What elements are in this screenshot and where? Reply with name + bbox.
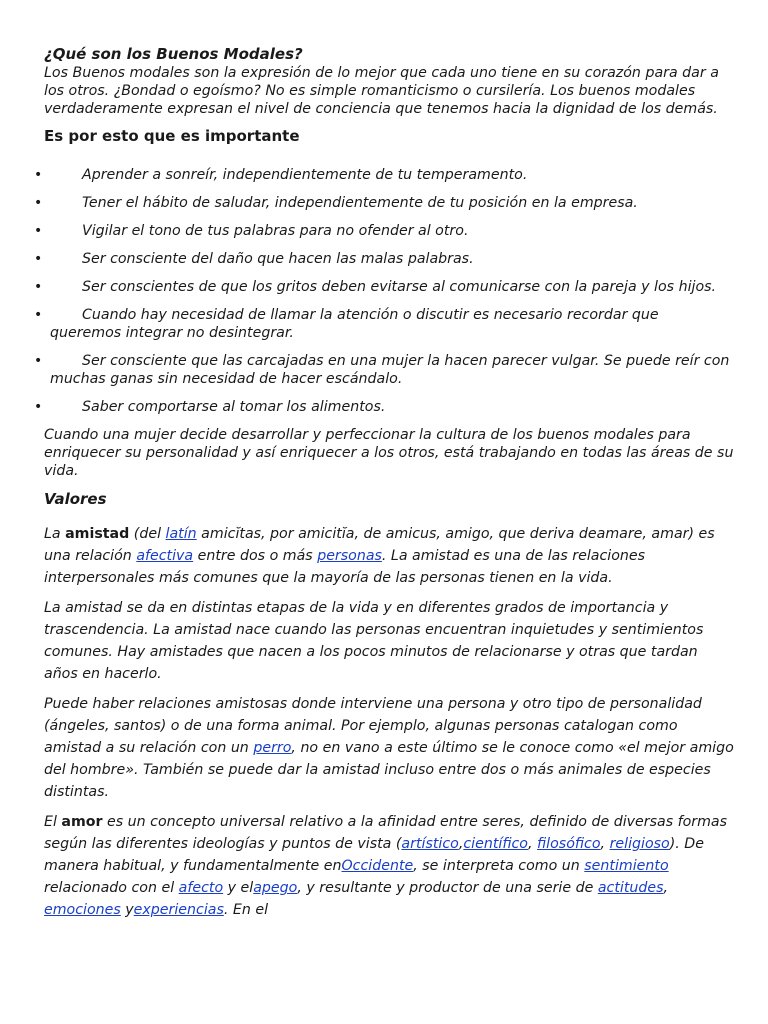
term-amor: amor [61,814,103,830]
bullet-icon: • [34,353,43,369]
link-experiencias[interactable]: experiencias [133,902,224,918]
bullet-icon: • [34,195,43,211]
subheading: Es por esto que es importante [44,127,300,145]
values-heading: Valores [44,490,107,508]
link-religioso[interactable]: religioso [609,836,670,852]
list-item: • Ser consciente que las carcajadas en una mujer la hacen parecer vulgar. Se puede reír con muchas ganas sin necesidad de hacer escándalo. [34,353,730,387]
link-filosofico[interactable]: filosófico [537,836,601,852]
bullet-list [36,166,734,416]
amistad-paragraph-2: La amistad se da en distintas etapas de la vida y en diferentes grados de importancia y trascendencia. La amistad nace cuando las personas encuentran inquietudes y sentimientos comunes. Hay amistades que nacen a los pocos minutos de relacionarse y otras que tardan años en hacerlo. [44,600,704,682]
intro-paragraph: Los Buenos modales son la expresión de lo mejor que cada uno tiene en su corazón para dar a los otros. ¿Bondad o egoísmo? No es simple romanticismo o cursilería. Los buenos modales verdaderamente expresan el nivel de conciencia que tenemos hacia la dignidad de los demás. [44,65,719,117]
term-amistad: amistad [65,526,130,542]
list-item: • Ser conscientes de que los gritos deben evitarse al comunicarse con la pareja y los hijos. [34,279,717,295]
link-artistico[interactable]: artístico [401,836,459,852]
list-item: • Saber comportarse al tomar los alimentos. [34,399,386,415]
amistad-paragraph: La amistad (del latín amicĭtas, por amicitĭa, de amicus, amigo, que deriva deamare, amar) es una relación afectiva entre dos o más personas. La amistad es una de las relaciones interpersonales más comunes que la mayoría de las personas tienen en la vida. [44,526,715,586]
bullet-icon: • [34,251,43,267]
bullet-icon: • [34,223,43,239]
bullet-icon: • [34,279,43,295]
link-personas[interactable]: personas [317,548,382,564]
link-afecto[interactable]: afecto [178,880,224,896]
list-item: • Tener el hábito de saludar, independientemente de tu posición en la empresa. [34,195,638,211]
link-actitudes[interactable]: actitudes [597,880,664,896]
document-page [34,44,734,921]
link-occidente[interactable]: Occidente [341,858,414,874]
bullet-icon: • [34,399,43,415]
link-latin[interactable]: latín [165,526,197,542]
list-item: • Aprender a sonreír, independientemente de tu temperamento. [34,167,528,183]
closing-paragraph: Cuando una mujer decide desarrollar y perfeccionar la cultura de los buenos modales para enriquecer su personalidad y así enriquecer a los otros, está trabajando en todas las áreas de su vida. [44,427,734,479]
amistad-paragraph-3: Puede haber relaciones amistosas donde interviene una persona y otro tipo de personalidad (ángeles, santos) o de una forma animal. Por ejemplo, algunas personas catalogan como amistad a su relación con un perro, no en vano a este último se le conoce como «el mejor amigo del hombre». También se puede dar la amistad incluso entre dos o más animales de especies distintas. [44,696,734,800]
link-perro[interactable]: perro [253,740,292,756]
list-item: • Ser consciente del daño que hacen las malas palabras. [34,251,474,267]
link-cientifico[interactable]: científico [463,836,528,852]
bullet-icon: • [34,167,43,183]
page-title: ¿Qué son los Buenos Modales? [44,45,303,63]
link-afectiva[interactable]: afectiva [136,548,194,564]
link-apego[interactable]: apego [253,880,298,896]
link-sentimiento[interactable]: sentimiento [584,858,669,874]
bullet-icon: • [34,307,43,323]
list-item: • Cuando hay necesidad de llamar la atención o discutir es necesario recordar que queremos integrar no desintegrar. [34,307,659,341]
list-item: • Vigilar el tono de tus palabras para no ofender al otro. [34,223,469,239]
link-emociones[interactable]: emociones [44,902,121,918]
amor-paragraph: El amor es un concepto universal relativo a la afinidad entre seres, definido de diversas formas según las diferentes ideologías y puntos de vista (artístico,científico, filosófico, religioso). De manera habitual, y fundamentalmente enOccidente, se interpreta como un sentimiento relacionado con el afecto y elapego, y resultante y productor de una serie de actitudes, emociones yexperiencias. En el [44,814,728,918]
